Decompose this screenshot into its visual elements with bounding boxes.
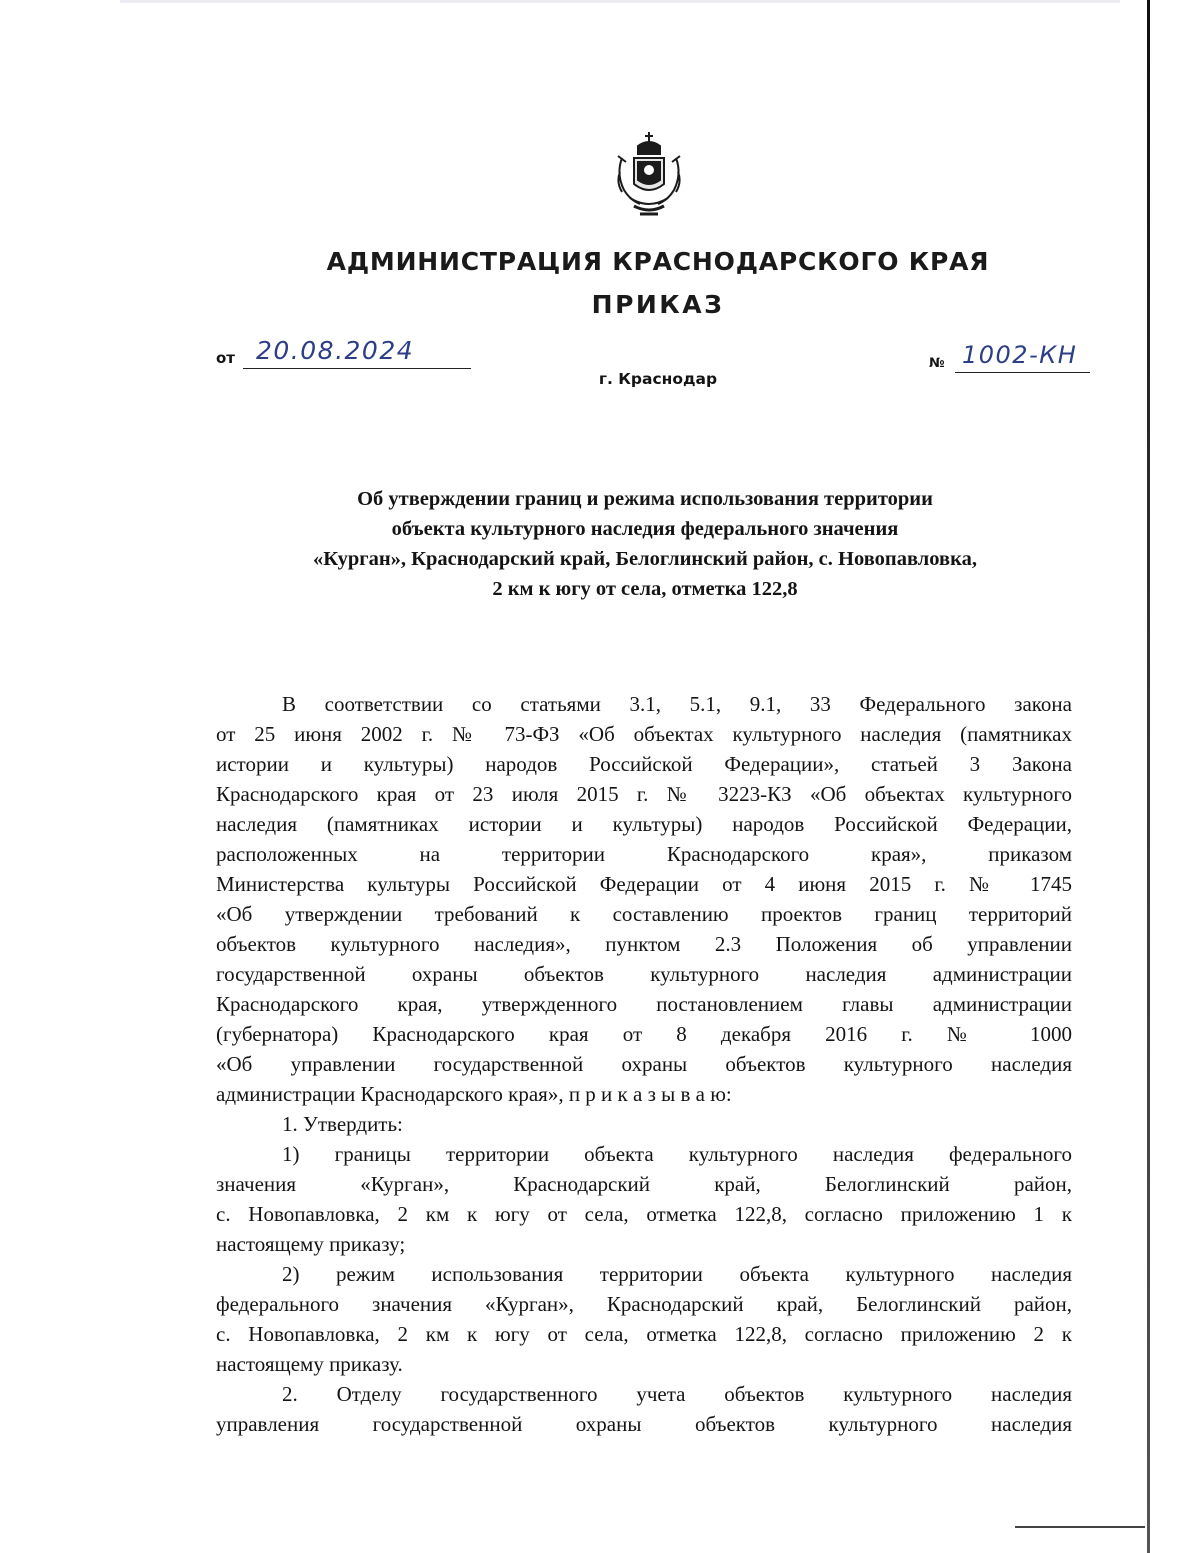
scan-bottom-mark	[1015, 1526, 1145, 1528]
body-line: Краснодарского края, утвержденного постановлением главы администрации	[216, 992, 1072, 1016]
handwritten-number: 1002-КН	[962, 341, 1078, 369]
body-line: истории и культуры) народов Российской Федерации», статьей 3 Закона	[216, 752, 1072, 776]
body-line: государственной охраны объектов культурного наследия администрации	[216, 962, 1072, 986]
date-prefix: от	[216, 349, 235, 367]
number-underline	[955, 372, 1090, 373]
body-line: объектов культурного наследия», пунктом 2.3 Положения об управлении	[216, 932, 1072, 956]
body-line: администрации Краснодарского края», п р и к а з ы в а ю:	[216, 1082, 732, 1106]
body-line: Министерства культуры Российской Федерации от 4 июня 2015 г. № 1745	[216, 872, 1072, 896]
order-body	[216, 689, 1072, 1439]
title-line: Об утверждении границ и режима использования территории	[357, 488, 933, 510]
body-line: значения «Курган», Краснодарский край, Белоглинский район,	[216, 1172, 1072, 1196]
document-type-heading: ПРИКАЗ	[591, 290, 725, 319]
body-line: «Об утверждении требований к составлению проектов границ территорий	[216, 902, 1072, 926]
body-line: В соответствии со статьями 3.1, 5.1, 9.1, 33 Федерального закона	[282, 692, 1072, 716]
number-prefix: №	[929, 356, 945, 371]
body-line: с. Новопавловка, 2 км к югу от села, отметка 122,8, согласно приложению 2 к	[216, 1322, 1072, 1346]
body-line: 2) режим использования территории объекта культурного наследия	[282, 1262, 1072, 1286]
body-line: настоящему приказу;	[216, 1232, 406, 1256]
body-line: 1) границы территории объекта культурного наследия федерального	[282, 1142, 1072, 1166]
order-title	[200, 484, 1090, 604]
body-line: с. Новопавловка, 2 км к югу от села, отметка 122,8, согласно приложению 1 к	[216, 1202, 1072, 1226]
body-line: (губернатора) Краснодарского края от 8 декабря 2016 г. № 1000	[216, 1022, 1072, 1046]
city-label: г. Краснодар	[598, 370, 718, 388]
title-line: 2 км к югу от села, отметка 122,8	[492, 578, 798, 600]
body-line: 1. Утвердить:	[282, 1112, 403, 1136]
coat-of-arms-icon	[612, 128, 686, 224]
body-line: расположенных на территории Краснодарского края», приказом	[216, 842, 1072, 866]
title-line: «Курган», Краснодарский край, Белоглинский район, с. Новопавловка,	[313, 548, 977, 570]
body-line: федерального значения «Курган», Краснодарский край, Белоглинский район,	[216, 1292, 1072, 1316]
body-line: от 25 июня 2002 г. № 73-ФЗ «Об объектах культурного наследия (памятниках	[216, 722, 1072, 746]
body-line: наследия (памятниках истории и культуры) народов Российской Федерации,	[216, 812, 1072, 836]
title-line: объекта культурного наследия федерального значения	[391, 518, 899, 540]
body-line: настоящему приказу.	[216, 1352, 403, 1376]
body-line: управления государственной охраны объектов культурного наследия	[216, 1412, 1072, 1436]
handwritten-date: 20.08.2024	[256, 336, 415, 365]
scan-edge-top	[120, 0, 1120, 3]
body-line: «Об управлении государственной охраны объектов культурного наследия	[216, 1052, 1072, 1076]
body-line: 2. Отделу государственного учета объектов культурного наследия	[282, 1382, 1072, 1406]
body-line: Краснодарского края от 23 июля 2015 г. № 3223-КЗ «Об объектах культурного	[216, 782, 1072, 806]
scan-edge-right	[1147, 0, 1150, 1553]
date-underline	[243, 368, 471, 369]
organization-heading: АДМИНИСТРАЦИЯ КРАСНОДАРСКОГО КРАЯ	[326, 247, 990, 276]
